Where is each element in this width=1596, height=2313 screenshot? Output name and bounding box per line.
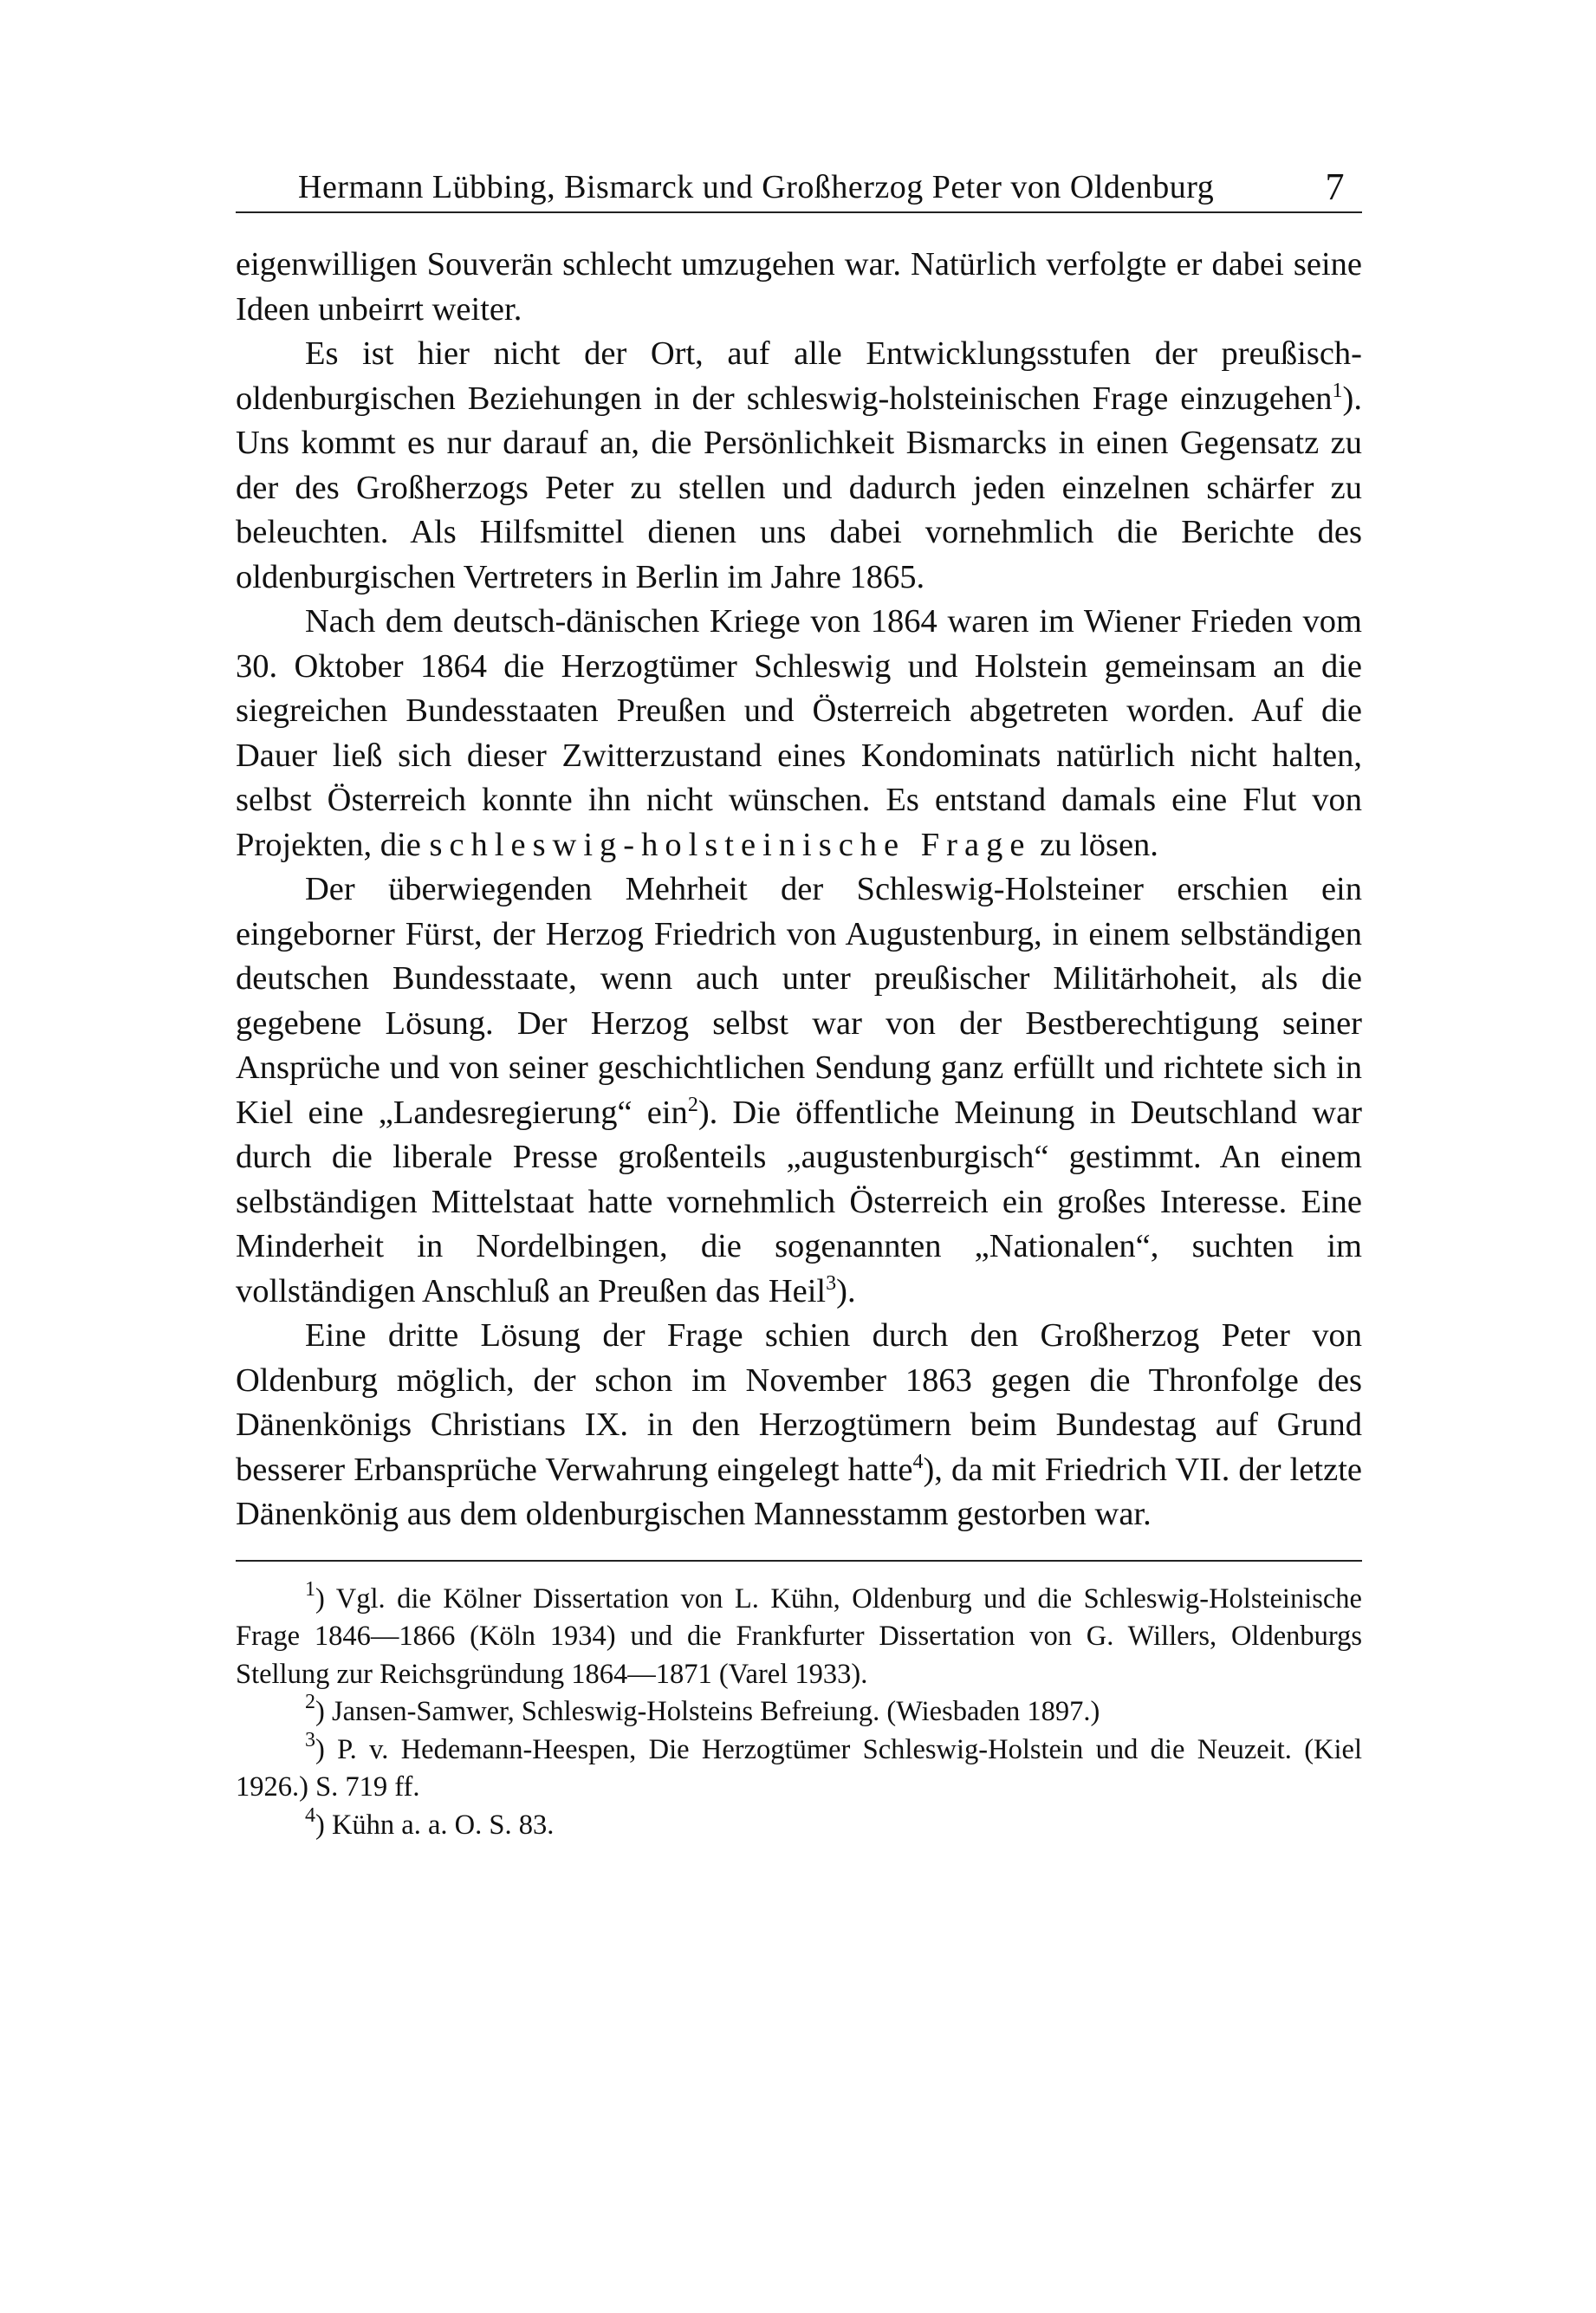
paragraph-1: eigenwilligen Souverän schlecht umzugehen war. Natürlich verfolgte er dabei seine Ideen unbeirrt weiter.	[236, 246, 1362, 328]
paragraph-5: Eine dritte Lösung der Frage schien durch den Großherzog Peter von Oldenburg möglich, der schon im November 1863 gegen die Thronfolge des Dänenkönigs Christians IX. in den Herzogtümern beim Bundestag auf Grund besserer Erbansprüche Verwahrung eingelegt hatte$^4$), da mit Friedrich VII. der letzte Dänenkönig aus dem oldenburgischen Mannesstamm gestorben war.	[236, 1317, 1362, 1532]
footnote-rule	[236, 1560, 1362, 1562]
header-rule	[236, 211, 1362, 213]
footnote-ref-4: 4	[912, 1450, 924, 1473]
footnote: $^1$) Vgl. die Kölner Dissertation von L. Kühn, Oldenburg und die Schleswig-Holsteinische Frage 1846—1866 (Köln 1934) und die Frankfurter Dissertation von G. Willers, Oldenburgs Stellung zur Reichsgründung 1864—1871 (Varel 1933).	[236, 1577, 1362, 1690]
main-text	[236, 243, 1362, 1537]
footnote: $^4$) Kühn a. a. O. S. 83.	[305, 1803, 555, 1841]
footnote: $^2$) Jansen-Samwer, Schleswig-Holsteins Befreiung. (Wiesbaden 1897.)	[305, 1691, 1100, 1727]
paragraph-2: Es ist hier nicht der Ort, auf alle Entwicklungsstufen der preußisch-oldenburgischen Beziehungen in der schleswig-holsteinischen Frage einzugehen$^1$). Uns kommt es nur darauf an, die Persönlichkeit Bismarcks in einen Gegensatz zu der des Großherzogs Peter zu stellen und dadurch jeden einzelnen schärfer zu beleuchten. Als Hilfsmittel dienen uns dabei vornehmlich die Berichte des oldenburgischen Vertreters in Berlin im Jahre 1865.	[236, 335, 1362, 595]
book-page	[236, 130, 1362, 1844]
footnote: $^3$) P. v. Hedemann-Heespen, Die Herzogtümer Schleswig-Holstein und die Neuzeit. (Kiel 1926.) S. 719 ff.	[236, 1728, 1362, 1803]
running-head	[236, 130, 1362, 208]
footnote-ref-1: 1	[1332, 379, 1343, 402]
footnote-ref-3: 3	[826, 1271, 837, 1295]
paragraph-4: Der überwiegenden Mehrheit der Schleswig-Holsteiner erschien ein eingeborner Fürst, der Herzog Friedrich von Augustenburg, in einem selbständigen deutschen Bundesstaate, wenn auch unter preußischer Militärhoheit, als die gegebene Lösung. Der Herzog selbst war von der Bestberechtigung seiner Ansprüche und von seiner geschichtlichen Sendung ganz erfüllt und richtete sich in Kiel eine „Landesregierung“ ein$^2$). Die öffentliche Meinung in Deutschland war durch die liberale Presse großenteils „augustenburgisch“ gestimmt. An einem selbständigen Mittelstaat hatte vornehmlich Österreich ein großes Interesse. Eine Minderheit in Nordelbingen, die sogenannten „Nationalen“, suchten im vollständigen Anschluß an Preußen das Heil$^3$).	[236, 871, 1362, 1309]
running-head-title: Hermann Lübbing, Bismarck und Großherzog Peter von Oldenburg	[298, 169, 1215, 205]
page-number: 7	[1325, 166, 1345, 208]
footnotes	[236, 1577, 1362, 1845]
footnote-ref-2: 2	[687, 1093, 698, 1116]
paragraph-3: Nach dem deutsch-dänischen Kriege von 1864 waren im Wiener Frieden vom 30. Oktober 1864 die Herzogtümer Schleswig und Holstein gemeinsam an die siegreichen Bundesstaaten Preußen und Österreich abgetreten worden. Auf die Dauer ließ sich dieser Zwitterzustand eines Kondominats natürlich nicht halten, selbst Österreich konnte ihn nicht wünschen. Es entstand damals eine Flut von Projekten, die schleswig-holsteinische Frage zu lösen.	[236, 603, 1362, 863]
spaced-emphasis: schleswig-holsteinische Frage	[429, 826, 1032, 863]
